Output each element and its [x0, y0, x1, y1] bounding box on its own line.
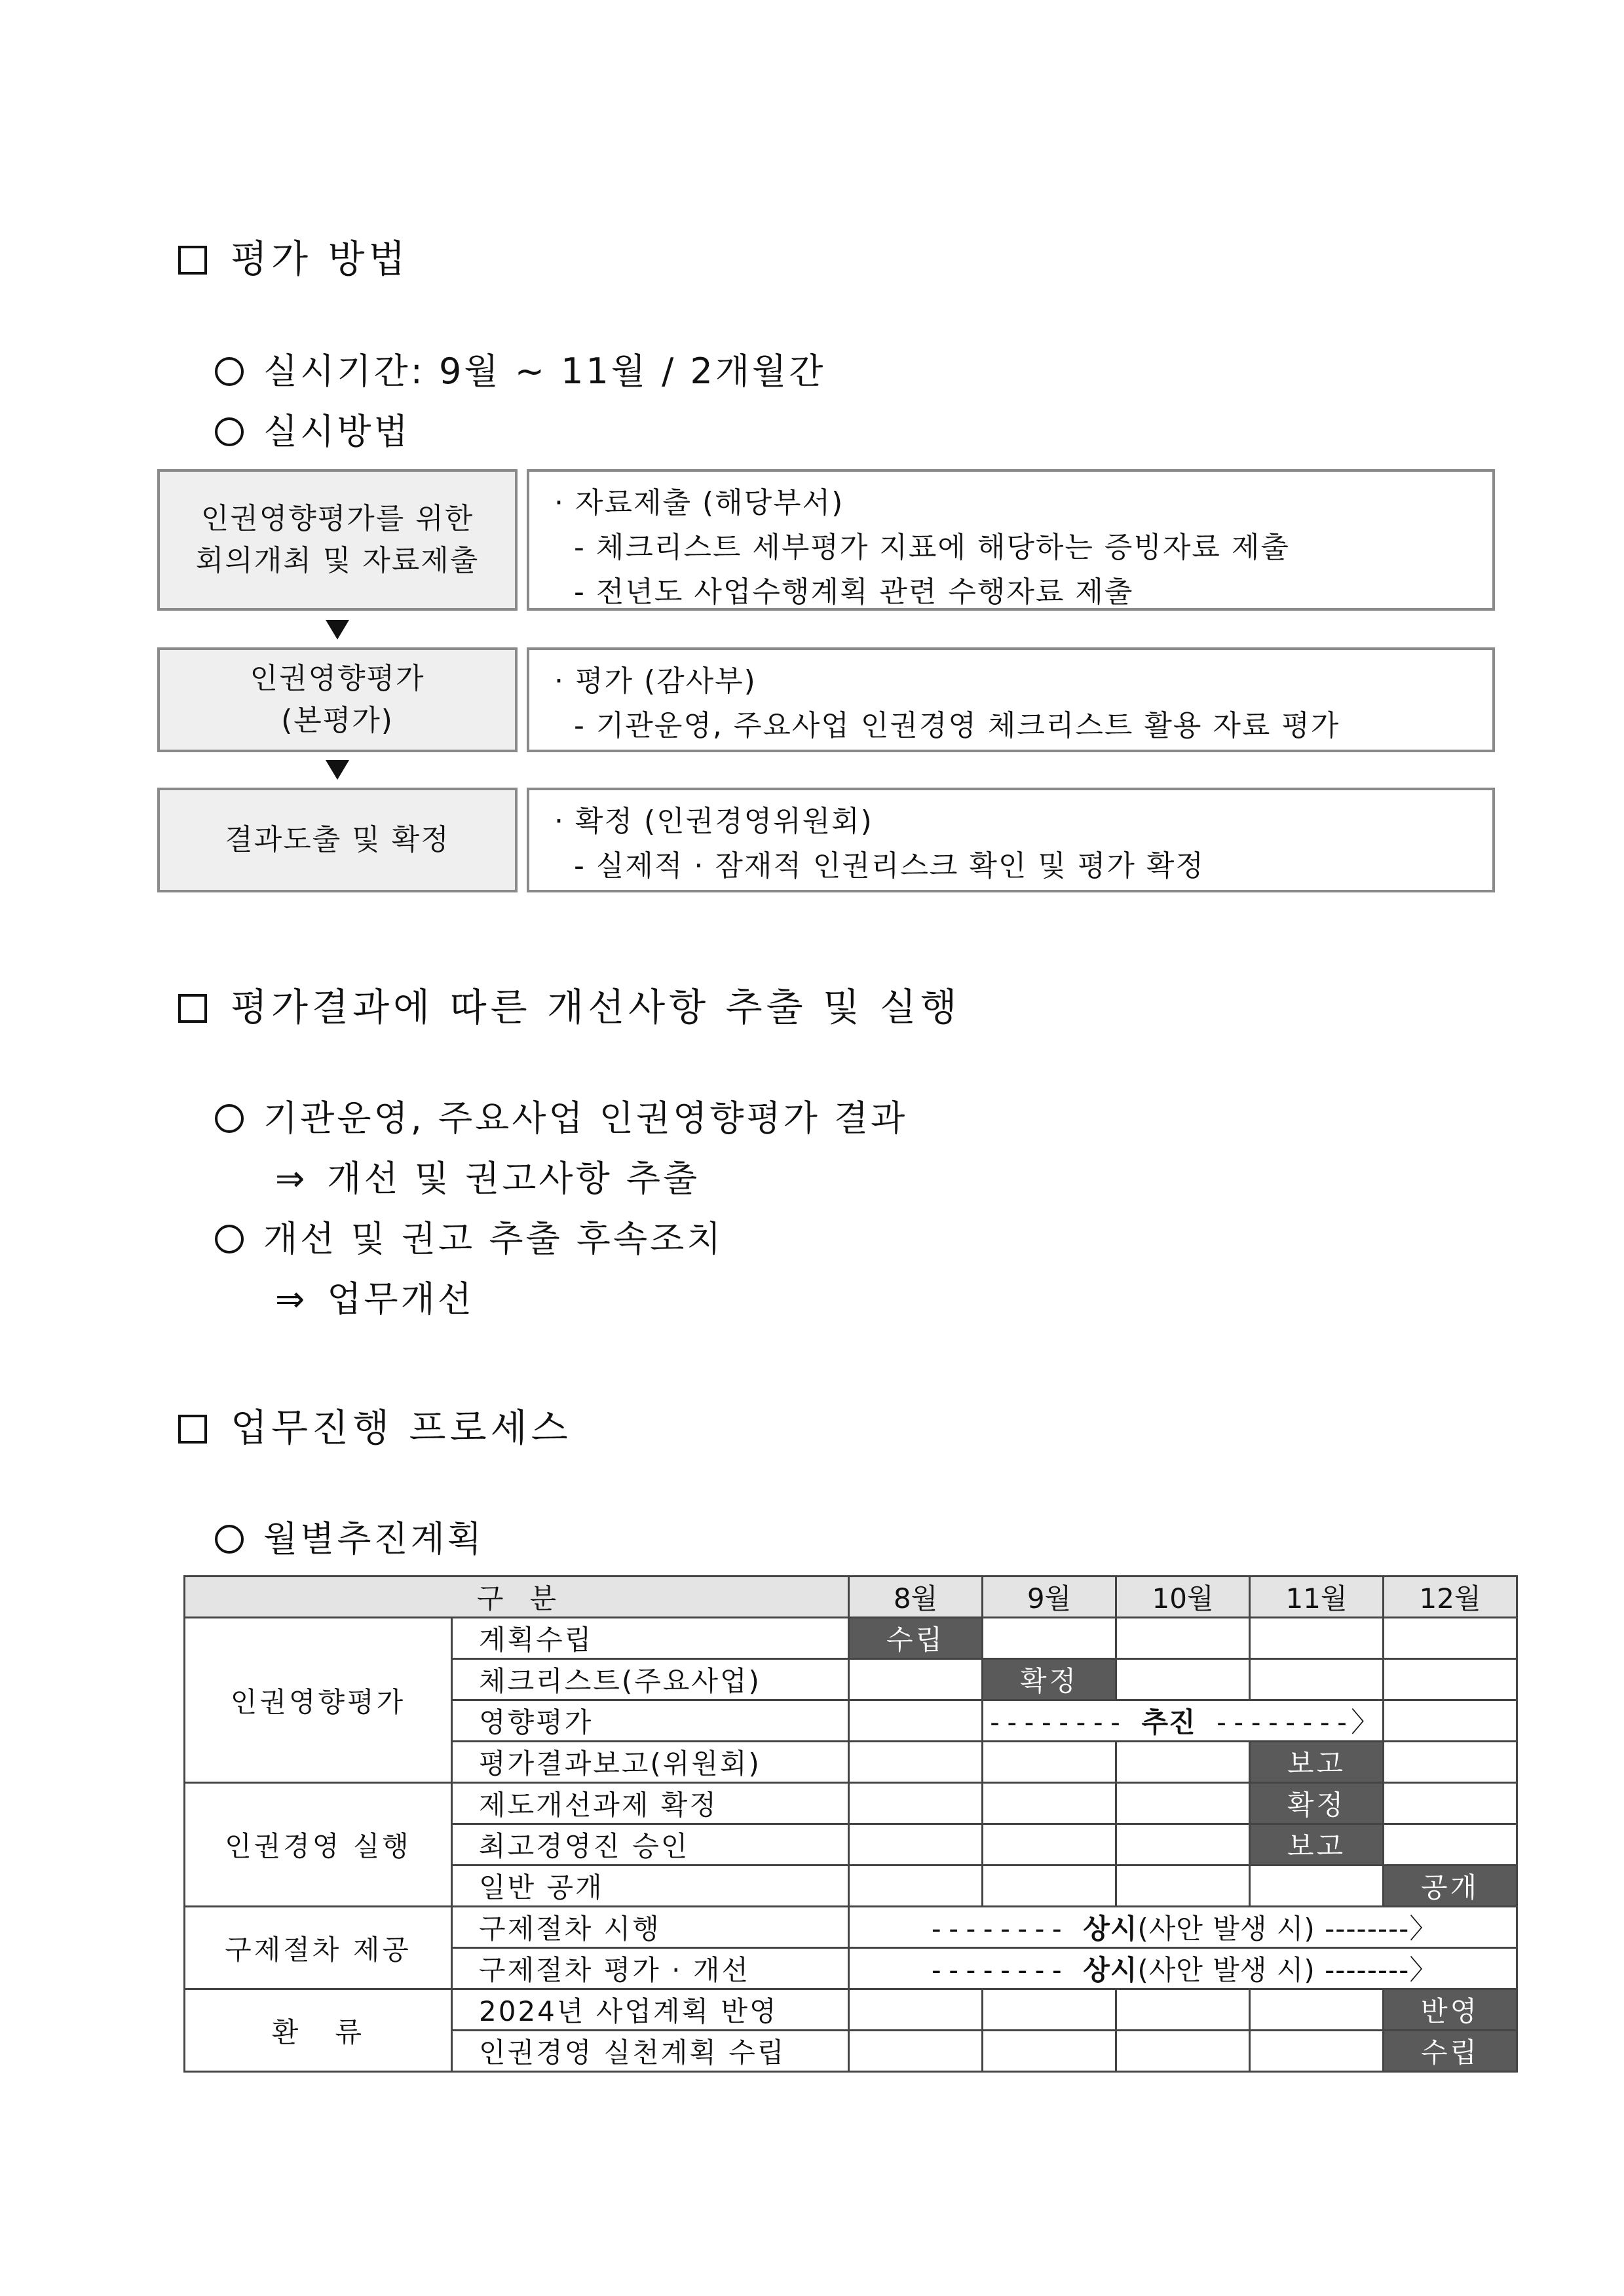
desc-head: · 자료제출 (해당부서) — [554, 486, 844, 520]
empty-cell — [983, 2031, 1116, 2072]
empty-cell — [1384, 1824, 1517, 1866]
empty-cell — [849, 1783, 983, 1824]
empty-cell — [849, 1742, 983, 1783]
empty-cell — [849, 1866, 983, 1907]
empty-cell — [1250, 1866, 1384, 1907]
circle-bullet-icon — [215, 1525, 244, 1554]
empty-cell — [983, 1866, 1116, 1907]
schedule-mark: 수립 — [1384, 2031, 1517, 2072]
section-heading-improve — [178, 976, 961, 1031]
empty-cell — [983, 1824, 1116, 1866]
empty-cell — [1384, 1742, 1517, 1783]
empty-cell — [1116, 1824, 1250, 1866]
flow-step-2: 인권영향평가 (본평가) — [157, 647, 518, 752]
group-label: 환 류 — [185, 1989, 452, 2072]
desc-detail: - 실제적 · 잠재적 인권리스크 확인 및 평가 확정 — [574, 849, 1205, 883]
schedule-mark: 확정 — [1250, 1783, 1384, 1824]
row-item: 평가결과보고(위원회) — [452, 1742, 849, 1783]
table-row — [185, 1989, 1517, 2031]
table-row — [185, 1783, 1517, 1824]
schedule-mark: 보고 — [1250, 1742, 1384, 1783]
circle-bullet-icon — [215, 417, 244, 446]
progress-span: -------- 상시(사안 발생 시) --------〉 — [849, 1907, 1517, 1948]
result-line-1: ⇒ 개선 및 권고사항 추출 — [275, 1158, 700, 1199]
group-label: 인권경영 실행 — [185, 1783, 452, 1907]
empty-cell — [849, 1700, 983, 1742]
row-item: 구제절차 평가 · 개선 — [452, 1948, 849, 1989]
empty-cell — [1384, 1659, 1517, 1700]
row-item: 일반 공개 — [452, 1866, 849, 1907]
circle-bullet-icon — [215, 357, 244, 386]
group-label: 구제절차 제공 — [185, 1907, 452, 1989]
empty-cell — [1116, 1866, 1250, 1907]
empty-cell — [983, 1618, 1116, 1659]
schedule-mark: 반영 — [1384, 1989, 1517, 2031]
empty-cell — [1250, 2031, 1384, 2072]
empty-cell — [1250, 1989, 1384, 2031]
header-month: 10월 — [1116, 1577, 1250, 1618]
empty-cell — [1116, 1618, 1250, 1659]
period-text: 실시기간: 9월 ~ 11월 / 2개월간 — [263, 351, 826, 392]
implies-arrow-icon: ⇒ — [275, 1158, 308, 1199]
empty-cell — [849, 1989, 983, 2031]
group-label: 인권영향평가 — [185, 1618, 452, 1783]
empty-cell — [983, 1742, 1116, 1783]
empty-cell — [1384, 1700, 1517, 1742]
desc-detail: - 기관운영, 주요사업 인권경영 체크리스트 활용 자료 평가 — [574, 709, 1340, 742]
square-bullet-icon — [178, 1415, 207, 1444]
progress-span: -------- 상시(사안 발생 시) --------〉 — [849, 1948, 1517, 1989]
empty-cell — [1116, 1742, 1250, 1783]
flow-step-1: 인권영향평가를 위한 회의개최 및 자료제출 — [157, 469, 518, 611]
desc-detail: - 체크리스트 세부평가 지표에 해당하는 증빙자료 제출 — [574, 531, 1290, 564]
schedule-mark: 보고 — [1250, 1824, 1384, 1866]
square-bullet-icon — [178, 246, 207, 275]
implies-arrow-icon: ⇒ — [275, 1278, 308, 1320]
bullet-way — [215, 404, 411, 454]
desc-detail: - 전년도 사업수행계획 관련 수행자료 제출 — [574, 575, 1134, 609]
row-item: 최고경영진 승인 — [452, 1824, 849, 1866]
way-text: 실시방법 — [263, 411, 411, 452]
empty-cell — [1384, 1618, 1517, 1659]
schedule-mark: 공개 — [1384, 1866, 1517, 1907]
desc-head: · 확정 (인권경영위원회) — [554, 805, 873, 838]
empty-cell — [983, 1783, 1116, 1824]
down-arrow-icon — [326, 620, 349, 640]
flow-desc-3 — [527, 788, 1495, 892]
row-item: 체크리스트(주요사업) — [452, 1659, 849, 1700]
section-heading-method — [178, 228, 409, 283]
empty-cell — [1250, 1618, 1384, 1659]
flow-step-3: 결과도출 및 확정 — [157, 788, 518, 892]
flow-desc-2 — [527, 647, 1495, 752]
circle-bullet-icon — [215, 1225, 244, 1253]
header-month: 8월 — [849, 1577, 983, 1618]
empty-cell — [849, 1824, 983, 1866]
header-month: 9월 — [983, 1577, 1116, 1618]
table-row — [185, 1907, 1517, 1948]
bullet-period — [215, 343, 825, 394]
header-month: 11월 — [1250, 1577, 1384, 1618]
empty-cell — [1250, 1659, 1384, 1700]
section-title: 평가결과에 따른 개선사항 추출 및 실행 — [231, 985, 961, 1029]
bullet-monthly: 월별추진계획 — [215, 1511, 484, 1561]
empty-cell — [1116, 2031, 1250, 2072]
result-line-2: ⇒ 업무개선 — [275, 1278, 474, 1320]
bullet-improve-1: 기관운영, 주요사업 인권영향평가 결과 — [215, 1090, 907, 1141]
schedule-mark: 확정 — [983, 1659, 1116, 1700]
desc-head: · 평가 (감사부) — [554, 664, 757, 698]
section-title: 업무진행 프로세스 — [231, 1406, 572, 1450]
progress-span: -------- 추진 --------〉 — [983, 1700, 1384, 1742]
header-month: 12월 — [1384, 1577, 1517, 1618]
schedule-mark: 수립 — [849, 1618, 983, 1659]
row-item: 인권경영 실천계획 수립 — [452, 2031, 849, 2072]
empty-cell — [1116, 1989, 1250, 2031]
header-category: 구 분 — [185, 1577, 849, 1618]
empty-cell — [849, 1659, 983, 1700]
empty-cell — [1116, 1659, 1250, 1700]
row-item: 계획수립 — [452, 1618, 849, 1659]
empty-cell — [1116, 1783, 1250, 1824]
down-arrow-icon — [326, 760, 349, 780]
square-bullet-icon — [178, 994, 207, 1023]
empty-cell — [849, 2031, 983, 2072]
section-heading-process — [178, 1397, 572, 1452]
circle-bullet-icon — [215, 1104, 244, 1133]
bullet-improve-2: 개선 및 권고 추출 후속조치 — [215, 1211, 723, 1261]
empty-cell — [1384, 1783, 1517, 1824]
row-item: 제도개선과제 확정 — [452, 1783, 849, 1824]
table-header-row — [185, 1577, 1517, 1618]
row-item: 구제절차 시행 — [452, 1907, 849, 1948]
flow-desc-1 — [527, 469, 1495, 611]
empty-cell — [983, 1989, 1116, 2031]
row-item: 영향평가 — [452, 1700, 849, 1742]
monthly-schedule-table — [183, 1575, 1518, 2073]
table-row — [185, 1618, 1517, 1659]
row-item: 2024년 사업계획 반영 — [452, 1989, 849, 2031]
section-title: 평가 방법 — [231, 237, 409, 281]
